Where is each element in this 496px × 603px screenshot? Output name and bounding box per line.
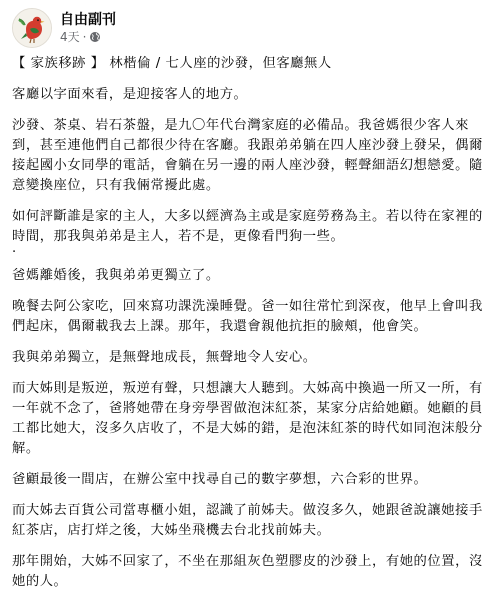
post-title-text: 林楷倫 / 七人座的沙發，但客廳無人 <box>109 56 332 71</box>
globe-icon <box>89 31 101 43</box>
paragraph: 沙發、茶桌、岩石茶盤，是九〇年代台灣家庭的必備品。我爸媽很少客人來到，甚至連他們自己都很少待在客廳。我跟弟弟躺在四人座沙發上發呆，偶爾接起國小女同學的電話，會躺在另一邊的兩人座沙發，輕聲細語幻想戀愛。隨意變換座位，只有我倆常擾此處。 <box>12 118 483 193</box>
bird-logo-icon <box>13 9 51 47</box>
paragraph: 爸媽離婚後，我與弟弟更獨立了。 <box>12 268 220 283</box>
post-time[interactable]: 4天 <box>60 30 80 44</box>
paragraph: 晚餐去阿公家吃，回來寫功課洗澡睡覺。爸一如往常忙到深夜，他早上會叫我們起床，偶爾載我去上課。那年，我還會親他抗拒的臉頰，他會笑。 <box>12 299 483 334</box>
post-body <box>12 54 486 603</box>
paragraph: 如何評斷誰是家的主人，大多以經濟為主或是家庭勞務為主。若以待在家裡的時間，那我與弟弟是主人，若不是，更像看門狗一些。 <box>12 209 483 244</box>
paragraph: 而大姊去百貨公司當專櫃小姐，認識了前姊夫。做沒多久，她跟爸說讓她接手紅茶店，店打烊之後，大姊坐飛機去台北找前姊夫。 <box>12 503 483 538</box>
paragraph: 爸顧最後一間店，在辦公室中找尋自己的數字夢想，六合彩的世界。 <box>12 472 428 487</box>
post-subline <box>60 29 116 45</box>
stray-dot: · <box>12 245 17 260</box>
post-title-tag: 【 家族移跡 】 <box>12 56 105 71</box>
post-header <box>12 6 116 50</box>
paragraph: 我與弟弟獨立，是無聲地成長，無聲地令人安心。 <box>12 350 317 365</box>
paragraph: 那年開始，大姊不回家了，不坐在那組灰色塑膠皮的沙發上，有她的位置，沒她的人。 <box>12 554 483 589</box>
post-title <box>12 54 486 74</box>
paragraph: 而大姊則是叛逆，叛逆有聲，只想讓大人聽到。大姊高中換過一所又一所，有一年就不念了，爸將她帶在身旁學習做泡沫紅茶，某家分店給她顧。她顧的員工都比她大，沒多久店收了，不是大姊的錯，是泡沫紅茶的時代如同泡沫般分解。 <box>12 381 483 456</box>
avatar[interactable] <box>12 8 52 48</box>
separator-dot: · <box>82 30 87 44</box>
post-meta <box>60 11 116 45</box>
paragraph: 客廳以字面來看，是迎接客人的地方。 <box>12 87 248 102</box>
page-name-link[interactable]: 自由副刊 <box>60 12 116 28</box>
